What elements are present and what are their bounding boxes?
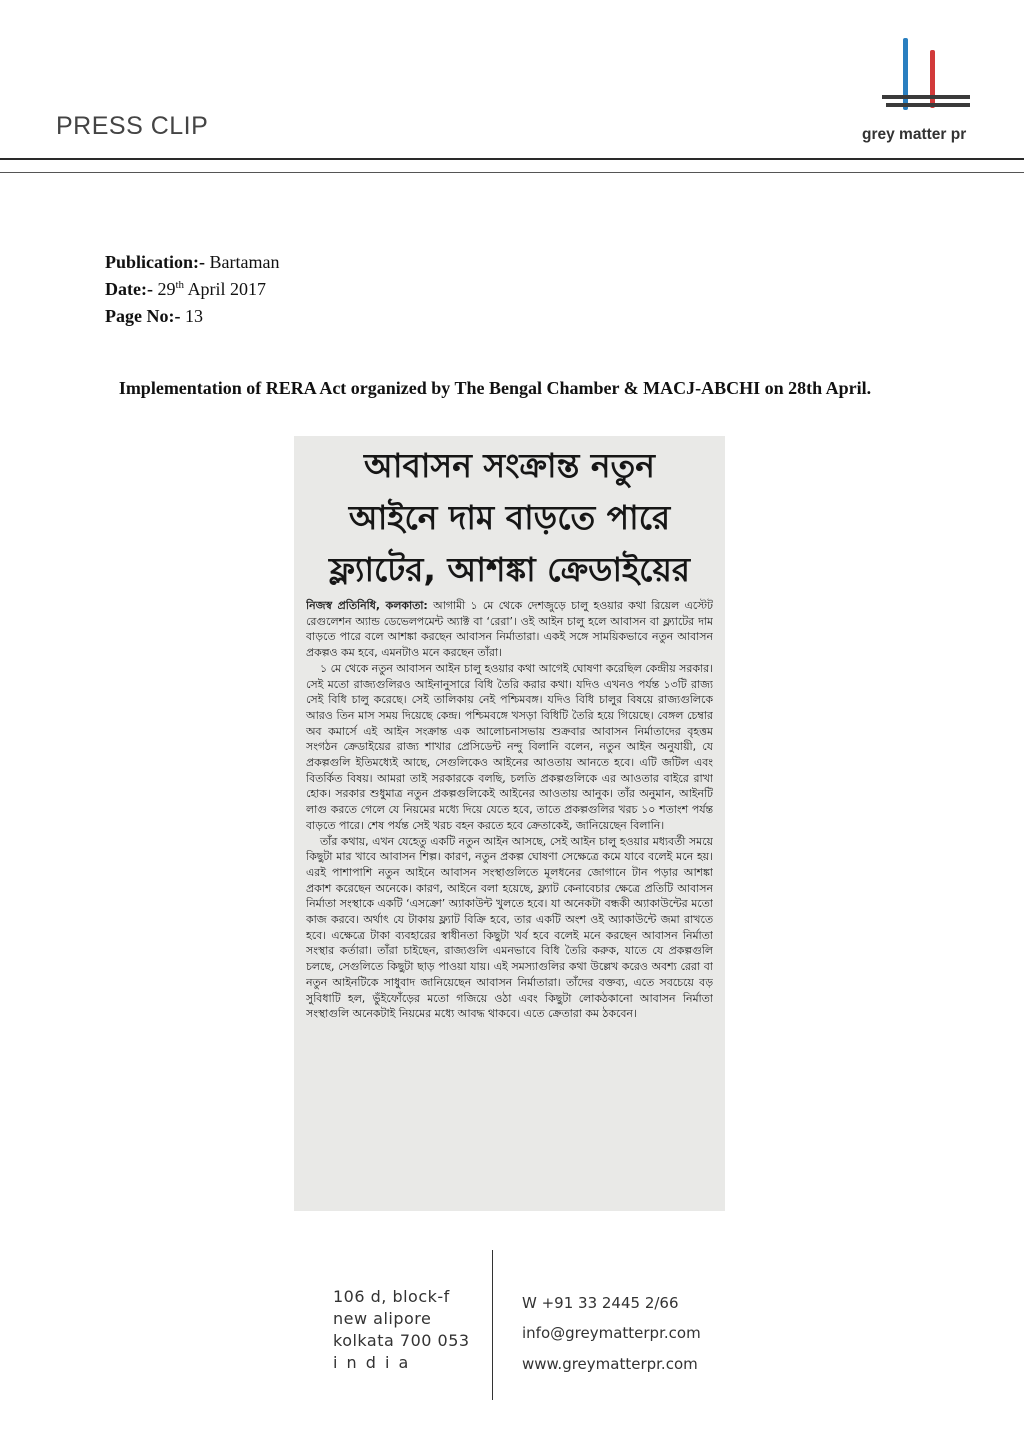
address-line: new alipore bbox=[333, 1309, 432, 1328]
article-text: আগামী ১ মে থেকে দেশজুড়ে চালু হওয়ার কথা রিয়েল এস্টেট রেগুলেশন অ্যান্ড ডেভেলপমেন্ট অ্যাক্ট বা ‘রেরা’। ওই আইন চালু হলে আবাসন বা ফ্ল্যাটের দাম বাড়তে পারে বলে আশঙ্কা করছেন আবাসন নির্মাতারা। একই সঙ্গে সাময়িকভাবে নতুন আবাসন প্রকল্পও কম হবে, এমনটাও মনে করছেন তাঁরা। bbox=[306, 599, 713, 660]
headline-line: আইনে দাম বাড়তে পারে bbox=[348, 498, 671, 537]
byline: নিজস্ব প্রতিনিধি, কলকাতা: bbox=[306, 599, 428, 612]
clip-title: Implementation of RERA Act organized by The Bengal Chamber & MACJ-ABCHI on 28th April. bbox=[118, 378, 872, 398]
publication-value: Bartaman bbox=[209, 252, 280, 272]
page-value: 13 bbox=[184, 306, 203, 326]
headline-line: ফ্ল্যাটের, আশঙ্কা ক্রেডাইয়ের bbox=[328, 550, 691, 589]
header-divider bbox=[0, 158, 1024, 160]
clipping-headline bbox=[302, 440, 717, 596]
email-link[interactable]: info@greymatterpr.com bbox=[522, 1324, 701, 1342]
grey-matter-logo-icon bbox=[876, 36, 976, 112]
article-paragraph: তাঁর কথায়, এখন যেহেতু একটি নতুন আইন আসছে, সেই আইন চালু হওয়ার মধ্যবর্তী সময়ে কিছুটা মার খাবে আবাসন শিল্প। কারণ, নতুন প্রকল্প ঘোষণা সেক্ষেত্রে কমে যাবে বলেই মনে হয়। এরই পাশাপাশি নতুন আইনে আবাসন সংস্থাগুলিতে মূলধনের জোগানে টান পড়ার আশঙ্কা প্রকাশ করেছেন অনেকে। কারণ, আইনে বলা হয়েছে, ফ্ল্যাট কেনাবেচার ক্ষেত্রে প্রতিটি আবাসন নির্মাতা সংস্থাকে একটি ‘এসক্রো’ অ্যাকাউন্ট খুলতে হবে। যা অনেকটা বন্ধকী অ্যাকাউন্টের মতো কাজ করবে। অর্থাৎ যে টাকায় ফ্ল্যাট বিক্রি হবে, তার একটি অংশ ওই অ্যাকাউন্টে জমা রাখতে হবে। এক্ষেত্রে টাকা ব্যবহারের স্বাধীনতা কিছুটা খর্ব হবে বলেই মনে করছেন আবাসন নির্মাতা সংস্থার কর্তারা। তাঁরা চাইছেন, রাজ্যগুলি এমনভাবে বিধি তৈরি করুক, যাতে যে প্রকল্পগুলি চলছে, সেগুলিতে কিছুটা ছাড় পাওয়া যায়। এই সমস্যাগুলির কথা উল্লেখ করেও অবশ্য রেরা বা নতুন আইনটিকে সাধুবাদ জানিয়েছেন আবাসন নির্মাতারা। তাঁদের বক্তব্য, এতে সবচেয়ে বড় সুবিধাটি হল, ভুঁইফোঁড়ের মতো গজিয়ে ওঠা এবং কিছুটা লোকঠকানো আবাসন নির্মাতা সংস্থাগুলি অনেকটাই নিয়মের মধ্যে আবদ্ধ থাকবে। এতে ক্রেতারা কম ঠকবেন। bbox=[306, 834, 713, 1021]
phone-number: W +91 33 2445 2/66 bbox=[522, 1294, 679, 1312]
publication-label: Publication:- bbox=[105, 252, 206, 272]
newspaper-clipping bbox=[294, 436, 725, 1211]
publication-line bbox=[105, 252, 280, 273]
article-paragraph bbox=[306, 598, 713, 661]
date-label: Date:- bbox=[105, 279, 153, 299]
address-country: i n d i a bbox=[333, 1353, 411, 1372]
date-line bbox=[105, 279, 266, 300]
website-link[interactable]: www.greymatterpr.com bbox=[522, 1355, 698, 1373]
page-line bbox=[105, 306, 203, 327]
page-label: Page No:- bbox=[105, 306, 181, 326]
date-rest: April 2017 bbox=[187, 279, 267, 299]
page-title: PRESS CLIP bbox=[56, 112, 209, 140]
headline-line: আবাসন সংক্রান্ত নতুন bbox=[364, 446, 655, 485]
address-line: 106 d, block-f bbox=[333, 1287, 450, 1306]
footer-divider bbox=[492, 1250, 493, 1400]
header-divider-thin bbox=[0, 172, 1024, 173]
date-suffix: th bbox=[175, 279, 185, 291]
address-line: kolkata 700 053 bbox=[333, 1331, 470, 1350]
date-day: 29 bbox=[157, 279, 176, 299]
article-body bbox=[306, 598, 713, 1204]
article-paragraph: ১ মে থেকে নতুন আবাসন আইন চালু হওয়ার কথা আগেই ঘোষণা করেছিল কেন্দ্রীয় সরকার। সেই মতো রাজ্যগুলিরও আইনানুসারে বিধি তৈরি করার কথা। যদিও এখনও পর্যন্ত ১৩টি রাজ্য সেই বিধি চালু করেছে। সেই তালিকায় নেই পশ্চিমবঙ্গ। যদিও বিধি চালুর বিষয়ে রাজ্যগুলিকে আরও তিন মাস সময় দিয়েছে কেন্দ্র। পশ্চিমবঙ্গে খসড়া বিধিটি তৈরি হয়ে গিয়েছে। বেঙ্গল চেম্বার অব কমার্সে এই আইন সংক্রান্ত এক আলোচনাসভায় শুক্রবার আবাসন নির্মাতাদের বৃহত্তম সংগঠন ক্রেডাইয়ের রাজ্য শাখার প্রেসিডেন্ট নন্দু বিলানি বলেন, নতুন আইন অনুযায়ী, যে প্রকল্পগুলি ইতিমধ্যেই আছে, সেগুলিকেও আইনের আওতায় আনতে হবে। এটি জটিল এবং বিতর্কিত বিষয়। আমরা তাই সরকারকে বলছি, চলতি প্রকল্পগুলিকে এর আওতার বাইরে রাখা হোক। সরকার শুধুমাত্র নতুন প্রকল্পগুলিকেই আইনের আওতায় আনুক। তাঁর অনুমান, আইনটি লাগু করতে গেলে যে নিয়মের মধ্যে দিয়ে যেতে হবে, তাতে প্রকল্পগুলির খরচ ১০ শতাংশ পর্যন্ত বাড়তে পারে। শেষ পর্যন্ত সেই খরচ বহন করতে হবে ক্রেতাকেই, জানিয়েছেন বিলানি। bbox=[306, 661, 713, 832]
logo-text: grey matter pr bbox=[862, 126, 967, 143]
